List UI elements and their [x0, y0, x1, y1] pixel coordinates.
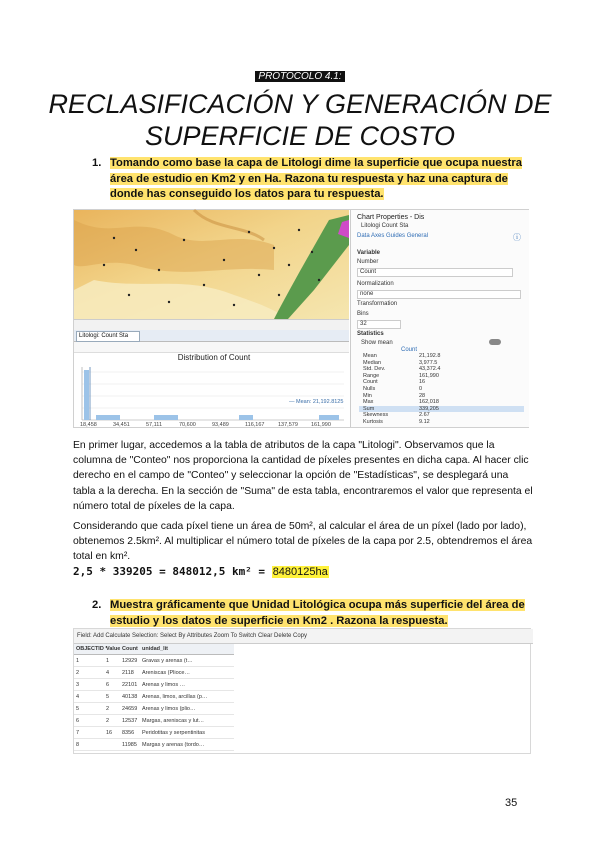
table-cell: 2118: [122, 670, 134, 676]
histogram-bar-1: [84, 370, 89, 420]
stat-row-sum: [359, 406, 524, 413]
question-1: [92, 156, 532, 203]
mean-toggle[interactable]: [489, 339, 501, 345]
question-1-text: Tomando como base la capa de Litologi dime la superficie que ocupa nuestra área de estudio en Km2 y en Ha. Razona tu respuesta y haz una captura de donde has conseguido los datos para tu respuesta.: [110, 157, 522, 200]
table-cell: 22101: [122, 682, 138, 688]
panel-title: Chart Properties - Dis: [357, 214, 425, 221]
chart-toolbar: [74, 342, 349, 353]
bins-label: Bins: [357, 311, 369, 317]
stat-name: Std. Dev.: [363, 366, 386, 373]
map-image: [74, 210, 349, 319]
mean-legend: — Mean: 21,192.8125: [289, 399, 344, 405]
stat-name: Range: [363, 372, 380, 379]
stat-name: Mean: [363, 353, 377, 359]
table-cell: 7: [76, 730, 80, 736]
area-formula: [73, 565, 329, 578]
show-mean-checkbox[interactable]: Show mean: [361, 340, 393, 346]
stat-row-kurtosis: [359, 419, 524, 426]
question-2-number: 2.: [92, 599, 102, 611]
histogram-bar-5: [319, 415, 339, 420]
question-2: [92, 598, 532, 629]
table-cell: Margas, areniscas y lut…: [142, 718, 205, 724]
stat-value: 339,205: [419, 405, 439, 412]
chart-tab-strip: [74, 330, 349, 342]
stat-value: 16: [419, 379, 426, 386]
table-cell: 2: [106, 706, 110, 712]
x-tick-label: 57,111: [146, 422, 163, 428]
number-label: Number: [357, 259, 379, 265]
question-2-text: Muestra gráficamente que Unidad Litológica ocupa más superficie del área de estudio y los datos de superficie en Km2 . Razona la respuesta.: [110, 599, 525, 627]
arcgis-screenshot-histogram: [73, 209, 529, 428]
chart-title: Distribution of Count: [177, 353, 251, 362]
x-tick-label: 34,451: [113, 422, 130, 428]
stat-row-nulls: [359, 386, 524, 393]
histogram-chart: [74, 362, 349, 427]
table-cell: 1: [106, 658, 110, 664]
stat-value: 3,977.5: [419, 359, 438, 366]
table-cell: 4: [76, 694, 80, 700]
x-tick-label: 116,167: [245, 422, 265, 428]
stat-row-range: [359, 373, 524, 380]
column-header: Value: [106, 646, 121, 652]
stat-row-skewness: [359, 412, 524, 419]
table-cell: Gravas y arenas (t…: [142, 658, 193, 664]
stat-name: Min: [363, 392, 372, 399]
table-cell: 4: [106, 670, 110, 676]
table-row[interactable]: [74, 740, 234, 751]
x-tick-label: 137,579: [278, 422, 298, 428]
tab-count-stats[interactable]: Litologi: Count Sta: [76, 331, 140, 342]
formula-result: 8480125ha: [272, 566, 328, 578]
bins-input[interactable]: 32: [357, 320, 401, 329]
attribute-table: [74, 644, 234, 753]
stat-value: 9.12: [419, 419, 430, 425]
stat-row-median: [359, 360, 524, 367]
table-row[interactable]: [74, 680, 234, 691]
table-cell: 11985: [122, 742, 137, 748]
x-tick-label: 161,990: [311, 422, 331, 428]
question-1-number: 1.: [92, 157, 102, 169]
answer-paragraph-1: En primer lugar, accedemos a la tabla de atributos de la capa "Litologi". Observamos que la columna de "Conteo" nos proporciona la cantidad de píxeles presentes en dicha capa. Al hacer clic derecho en el campo de "Conteo" y seleccionar la opción de "Estadísticas", se desplegará una tabla a la derecha. En la sección de "Suma" de esta tabla, encontraremos el valor que representa el número total de píxeles de la capa.: [73, 440, 533, 512]
answer-paragraph-2: Considerando que cada píxel tiene un área de 50m², al calcular el área de un píxel (lado por lado), obtenemos 2.5km². Al multiplicar el número total de píxeles de la capa por 2.5, obtendremos el área total en km².: [73, 521, 533, 563]
column-header: Count: [122, 646, 138, 652]
histogram-bar-2: [96, 415, 120, 420]
column-header: OBJECTID *: [76, 646, 108, 652]
transformation-label: Transformation: [357, 301, 398, 307]
table-cell: 5: [106, 694, 110, 700]
stat-row-std-dev-: [359, 366, 524, 373]
table-cell: 16: [106, 730, 113, 736]
table-cell: 3: [76, 682, 80, 688]
stat-value: 28: [419, 392, 426, 399]
histogram-bar-4: [239, 415, 253, 420]
table-cell: 2: [76, 670, 80, 676]
table-cell: 12929: [122, 658, 138, 664]
statistics-heading: Statistics: [357, 331, 384, 337]
table-cell: 6: [106, 682, 110, 688]
x-tick-labels: [80, 422, 331, 428]
table-cell: 12537: [122, 718, 138, 724]
table-row[interactable]: [74, 704, 234, 715]
stat-name: Median: [363, 359, 382, 366]
stat-row-count: [359, 379, 524, 386]
table-cell: Arenas y limos …: [142, 682, 186, 688]
stat-name: Max: [363, 399, 374, 406]
table-cell: Margas y arenas (tordo…: [142, 742, 205, 748]
statistics-table: [351, 353, 529, 427]
stat-name: Count: [363, 379, 378, 386]
page-title: RECLASIFICACIÓN Y GENERACIÓN DE SUPERFICIE DE COSTO: [48, 89, 552, 151]
table-cell: 8: [76, 742, 80, 748]
help-icon[interactable]: ⓘ: [513, 233, 521, 242]
table-cell: Areniscas (Plioce…: [142, 670, 190, 676]
formula-expression: 2,5 * 339205 = 848012,5 km² =: [73, 565, 266, 578]
stat-value: 161,990: [419, 372, 439, 379]
stat-name: Sum: [363, 405, 375, 412]
table-row[interactable]: [74, 656, 234, 667]
table-cell: 8356: [122, 730, 135, 736]
table-cell: 6: [76, 718, 80, 724]
number-select[interactable]: Count: [357, 268, 513, 277]
map-status-bar: [74, 319, 349, 330]
x-tick-label: 70,600: [179, 422, 196, 428]
x-tick-label: 18,458: [80, 422, 97, 428]
table-cell: 40138: [122, 694, 138, 700]
chart-properties-panel: [350, 210, 529, 427]
normalization-label: Normalization: [357, 281, 394, 287]
table-header-row: [74, 644, 234, 655]
stat-name: Kurtosis: [363, 419, 383, 425]
stat-row-min: [359, 393, 524, 400]
stat-name: Skewness: [363, 412, 389, 419]
stat-value: 21,192.8: [419, 353, 441, 359]
table-cell: 1: [76, 658, 80, 664]
panel-tabs[interactable]: Data Axes Guides General: [357, 233, 429, 239]
attribute-table-toolbar: Field: Add Calculate Selection: Select By Attributes Zoom To Switch Clear Delete Copy: [74, 629, 533, 644]
table-cell: 5: [76, 706, 80, 712]
table-row[interactable]: [74, 668, 234, 679]
page-number: 35: [505, 797, 518, 809]
map-view: [74, 210, 349, 319]
table-row[interactable]: [74, 728, 234, 739]
table-cell: 24659: [122, 706, 138, 712]
table-cell: Arenas y limos (plio…: [142, 706, 196, 712]
table-cell: Peridotitas y serpentinitas: [142, 730, 205, 736]
stat-value: 2.67: [419, 412, 430, 419]
stat-value: 0: [419, 386, 423, 392]
table-row[interactable]: [74, 692, 234, 703]
attribute-table-screenshot: [73, 628, 531, 754]
panel-subtitle: Litologi Count Sta: [361, 223, 409, 229]
stat-name: Nulls: [363, 386, 376, 392]
table-cell: Arenas, limos, arcillas (p…: [142, 694, 208, 700]
variable-heading: Variable: [357, 250, 381, 256]
stat-row-mean: [359, 353, 524, 360]
stats-field: Count: [401, 347, 418, 353]
stat-row-max: [359, 399, 524, 406]
histogram-bar-3: [154, 415, 178, 420]
x-tick-label: 93,489: [212, 422, 229, 428]
normalization-select[interactable]: none: [357, 290, 521, 299]
table-row[interactable]: [74, 716, 234, 727]
stat-value: 162,018: [419, 399, 439, 406]
protocol-label: PROTOCOLO 4.1:: [0, 71, 600, 82]
stat-value: 43,372.4: [419, 366, 441, 373]
table-cell: 2: [106, 718, 110, 724]
column-header: unidad_lit: [142, 646, 168, 652]
